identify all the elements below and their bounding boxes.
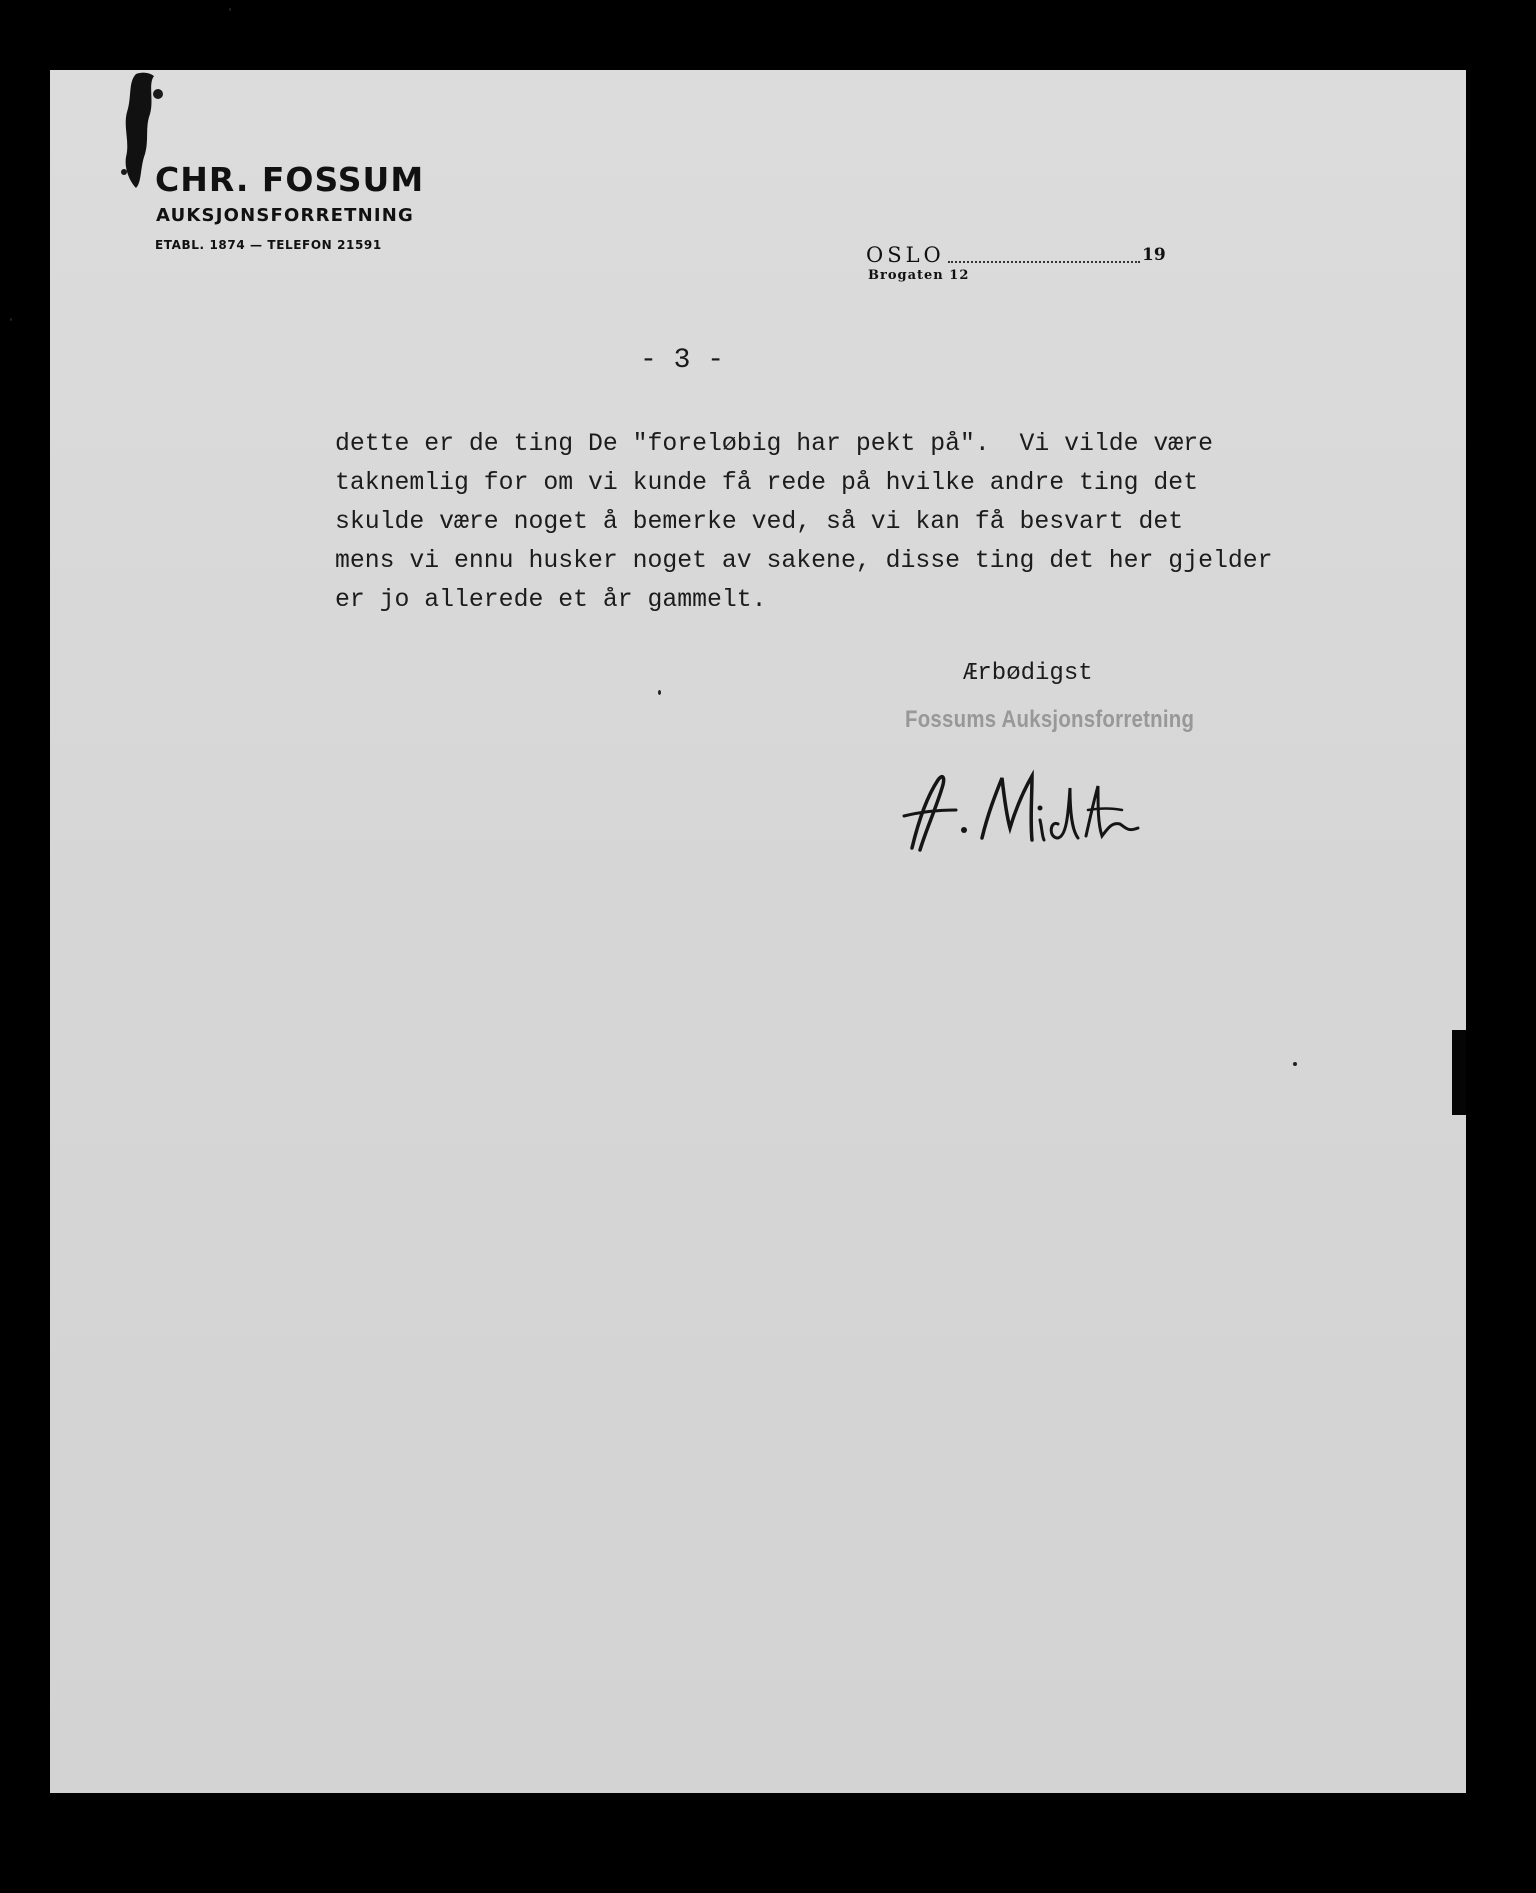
company-stamp: Fossums Auksjonsforretning [905, 706, 1195, 733]
body-line: dette er de ting De "foreløbig har pekt på". Vi vilde være [335, 430, 1213, 458]
handwritten-signature [890, 758, 1190, 858]
year-prefix: 19 [1142, 245, 1166, 265]
page-number: - 3 - [640, 345, 725, 376]
letter-body [335, 425, 1272, 620]
company-established-phone: ETABL. 1874 — TELEFON 21591 [155, 238, 382, 252]
body-line: er jo allerede et år gammelt. [335, 586, 767, 614]
company-business: AUKSJONSFORRETNING [156, 205, 415, 226]
paper-speck [1293, 1062, 1297, 1066]
body-line: mens vi ennu husker noget av sakene, disse ting det her gjelder [335, 547, 1273, 575]
closing-salutation: Ærbødigst [963, 660, 1093, 687]
letter-page [50, 70, 1466, 1793]
place-city: OSLO [866, 243, 945, 267]
paper-edge-shadow [1452, 1030, 1466, 1115]
paper-speck [658, 690, 661, 695]
paper-speck [10, 318, 12, 321]
body-line: taknemlig for om vi kunde få rede på hvilke andre ting det [335, 469, 1199, 497]
paper-speck [229, 8, 231, 11]
company-name: CHR. FOSSUM [155, 160, 425, 199]
body-line: skulde være noget å bemerke ved, så vi kan få besvart det [335, 508, 1184, 536]
date-dotted-line [948, 261, 1140, 263]
place-street: Brogaten 12 [868, 268, 970, 283]
